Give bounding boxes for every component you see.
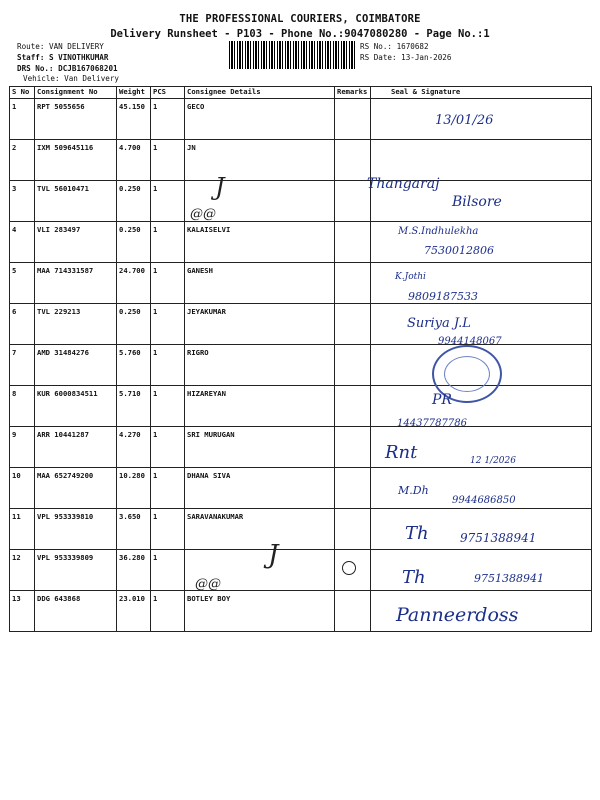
col-consignment: Consignment No [35,87,117,99]
cell-pcs-text: 1 [153,430,158,439]
cell-consignee [185,99,335,140]
cell-consignee-text: BOTLEY BOY [187,594,231,603]
cell-remarks-text [337,386,368,389]
cell-consignment [35,263,117,304]
cell-remarks [335,222,371,263]
runsheet-table [9,86,592,632]
col-remarks: Remarks [335,87,371,99]
signature-row-6b: 9944148067 [438,336,502,347]
cell-consignee-text [187,181,332,184]
signature-row-4a: M.S.Indhulekha [398,226,479,237]
cell-remarks-text [337,222,368,225]
cell-weight [117,304,151,345]
cell-sno-text: 11 [12,512,21,521]
runsheet-title: THE PROFESSIONAL COURIERS, COIMBATORE [179,13,421,25]
signature-row-13: Panneerdoss [396,604,519,626]
cell-consignment-text: VLI 283497 [37,225,81,234]
table-row [10,263,592,304]
cell-weight [117,140,151,181]
cell-sno [10,263,35,304]
cell-weight [117,427,151,468]
cell-consignment-text: TVL 56010471 [37,184,89,193]
cell-pcs-text: 1 [153,512,158,521]
cell-consignee [185,509,335,550]
signature-row-3b: Bilsore [452,194,502,210]
cell-consignee [185,222,335,263]
cell-pcs [151,591,185,632]
table-row [10,181,592,222]
table-row [10,345,592,386]
signature-row-5b: 9809187533 [408,290,478,303]
cell-consignee-text [187,550,332,553]
cell-weight-text: 0.250 [119,225,141,234]
cell-consignee [185,263,335,304]
cell-weight-text: 4.700 [119,143,141,152]
cell-remarks [335,509,371,550]
cell-pcs-text: 1 [153,184,158,193]
cell-sno [10,222,35,263]
barcode [229,41,355,69]
cell-consignee [185,427,335,468]
scribble-row-12: J [268,540,279,570]
cell-signature [371,263,592,304]
cell-remarks-text [337,304,368,307]
cell-weight [117,345,151,386]
cell-consignment-text: TVL 229213 [37,307,81,316]
cell-pcs [151,181,185,222]
cell-consignment-text: MAA 714331587 [37,266,94,275]
signature-row-11a: Th [405,523,429,544]
cell-remarks-text [337,99,368,102]
cell-pcs [151,222,185,263]
runsheet-subtitle: Delivery Runsheet - P103 - Phone No.:9047080280 - Page No.:1 [110,28,490,40]
signature-row-12a: Th [402,567,426,588]
cell-sno [10,591,35,632]
col-pcs: PCS [151,87,185,99]
cell-remarks [335,181,371,222]
col-weight: Weight [117,87,151,99]
cell-consignment [35,181,117,222]
cell-pcs [151,99,185,140]
cell-remarks-text [337,140,368,143]
cell-sno [10,345,35,386]
cell-weight [117,509,151,550]
remarks-mark-row-12 [342,561,356,575]
cell-consignment-text: ARR 10441287 [37,430,89,439]
cell-pcs [151,304,185,345]
cell-weight-text: 24.700 [119,266,145,275]
signature-row-8a: PR [432,392,452,408]
cell-sno [10,140,35,181]
cell-consignee [185,468,335,509]
cell-consignment-text: IXM 509645116 [37,143,94,152]
cell-consignee-text: HIZAREYAN [187,389,226,398]
cell-remarks [335,345,371,386]
col-signature: Seal & Signature [371,87,592,99]
cell-weight [117,550,151,591]
cell-consignee-text: SARAVANAKUMAR [187,512,244,521]
cell-remarks-text [337,468,368,471]
cell-pcs-text: 1 [153,471,158,480]
cell-remarks [335,263,371,304]
cell-sno [10,99,35,140]
cell-sno-text: 9 [12,430,17,439]
cell-consignment [35,427,117,468]
cell-pcs [151,140,185,181]
cell-pcs-text: 1 [153,348,158,357]
cell-signature [371,140,592,181]
cell-weight-text: 0.250 [119,184,141,193]
cell-pcs [151,386,185,427]
signature-row-4b: 7530012806 [424,244,494,257]
cell-sno-text: 1 [12,102,17,111]
cell-sno-text: 12 [12,553,21,562]
signature-row-1: 13/01/26 [435,113,494,128]
table-header-row [10,87,592,99]
cell-sno [10,468,35,509]
col-sno: S No [10,87,35,99]
signature-row-5a: K.Jothi [395,272,426,282]
cell-pcs [151,345,185,386]
cell-consignment [35,99,117,140]
cell-consignee [185,386,335,427]
signature-row-9a: Rnt [385,442,418,463]
cell-pcs-text: 1 [153,594,158,603]
cell-consignee-text: DHANA SIVA [187,471,231,480]
cell-weight [117,99,151,140]
rs-number: RS No.: 1670682 [360,42,429,51]
cell-pcs-text: 1 [153,266,158,275]
cell-remarks-text [337,591,368,594]
cell-remarks [335,591,371,632]
cell-remarks [335,427,371,468]
cell-remarks-text [337,427,368,430]
cell-pcs [151,263,185,304]
cell-sno [10,509,35,550]
table-row [10,99,592,140]
cell-pcs [151,509,185,550]
cell-consignment [35,591,117,632]
cell-consignment [35,468,117,509]
signature-row-8: 14437787786 [397,418,467,429]
cell-weight-text: 10.280 [119,471,145,480]
cell-weight-text: 45.150 [119,102,145,111]
cell-sno-text: 7 [12,348,17,357]
cell-consignment [35,345,117,386]
cell-consignee-text: JN [187,143,196,152]
col-consignee: Consignee Details [185,87,335,99]
cell-consignee [185,304,335,345]
cell-weight-text: 3.650 [119,512,141,521]
cell-consignment-text: MAA 652749200 [37,471,94,480]
cell-remarks-text [337,263,368,266]
cell-weight [117,222,151,263]
cell-weight [117,468,151,509]
signature-row-9: 12 1/2026 [470,456,516,466]
cell-consignee [185,140,335,181]
table-row [10,140,592,181]
cell-consignee-text: KALAISELVI [187,225,231,234]
cell-consignment [35,304,117,345]
table-row [10,304,592,345]
cell-pcs-text: 1 [153,225,158,234]
cell-consignee-text: RIGRO [187,348,209,357]
cell-remarks [335,386,371,427]
signature-row-3: Thangaraj [367,176,440,192]
route-field: Route: VAN DELIVERY [17,42,104,51]
cell-consignment [35,222,117,263]
cell-sno-text: 4 [12,225,17,234]
cell-pcs [151,550,185,591]
signature-row-11: 9751388941 [460,531,537,545]
drs-value: DCJB167068201 [58,64,118,73]
cell-consignment [35,550,117,591]
cell-remarks-text [337,345,368,348]
cell-weight-text: 4.270 [119,430,141,439]
staff-field: Staff: S VINOTHKUMAR [17,53,109,62]
cell-consignment-text: KUR 6000834511 [37,389,98,398]
table-row [10,386,592,427]
drs-label: DRS No.: [17,64,54,73]
cell-consignee-text: GANESH [187,266,213,275]
scribble-row-3b: @@ [190,207,216,222]
cell-remarks [335,468,371,509]
cell-remarks-text [337,509,368,512]
cell-consignment [35,386,117,427]
cell-consignment-text: VPL 953339810 [37,512,94,521]
signature-row-12: 9751388941 [474,572,544,585]
cell-consignment-text: RPT 5055656 [37,102,85,111]
rs-date: RS Date: 13-Jan-2026 [360,53,452,62]
cell-weight-text: 5.710 [119,389,141,398]
cell-weight [117,181,151,222]
cell-consignee-text: SRI MURUGAN [187,430,235,439]
cell-consignee-text: JEYAKUMAR [187,307,226,316]
cell-sno-text: 2 [12,143,17,152]
cell-consignee [185,591,335,632]
cell-sno-text: 10 [12,471,21,480]
drs-field [17,64,118,73]
cell-pcs-text: 1 [153,102,158,111]
cell-sno [10,181,35,222]
cell-weight [117,386,151,427]
cell-weight-text: 5.760 [119,348,141,357]
cell-consignment-text: VPL 953339809 [37,553,94,562]
cell-consignee-text: GECO [187,102,205,111]
signature-row-10: 9944686850 [452,495,516,506]
cell-consignment-text: AMD 31484276 [37,348,89,357]
cell-consignment [35,509,117,550]
cell-weight [117,591,151,632]
cell-sno-text: 3 [12,184,17,193]
cell-pcs-text: 1 [153,307,158,316]
cell-pcs-text: 1 [153,143,158,152]
cell-consignee [185,345,335,386]
cell-consignment-text: DDG 643868 [37,594,81,603]
vehicle-field: Vehicle: Van Delivery [23,74,120,83]
cell-weight [117,263,151,304]
cell-weight-text: 23.010 [119,594,145,603]
cell-remarks-text [337,181,368,184]
cell-sno [10,304,35,345]
cell-pcs [151,468,185,509]
cell-sno-text: 6 [12,307,17,316]
cell-pcs-text: 1 [153,553,158,562]
cell-consignment [35,140,117,181]
cell-sno-text: 8 [12,389,17,398]
scribble-row-3: J [215,173,225,201]
signature-row-6a: Suriya J.L [407,316,471,331]
cell-remarks [335,99,371,140]
cell-weight-text: 36.280 [119,553,145,562]
cell-sno-text: 13 [12,594,21,603]
table-row [10,222,592,263]
cell-sno [10,386,35,427]
cell-sno [10,427,35,468]
cell-pcs [151,427,185,468]
signature-row-10a: M.Dh [398,484,429,497]
cell-sno [10,550,35,591]
cell-remarks [335,304,371,345]
cell-weight-text: 0.250 [119,307,141,316]
cell-remarks [335,140,371,181]
cell-remarks-text [337,550,368,553]
cell-sno-text: 5 [12,266,17,275]
cell-pcs-text: 1 [153,389,158,398]
scribble-row-12b: @@ [195,577,221,592]
